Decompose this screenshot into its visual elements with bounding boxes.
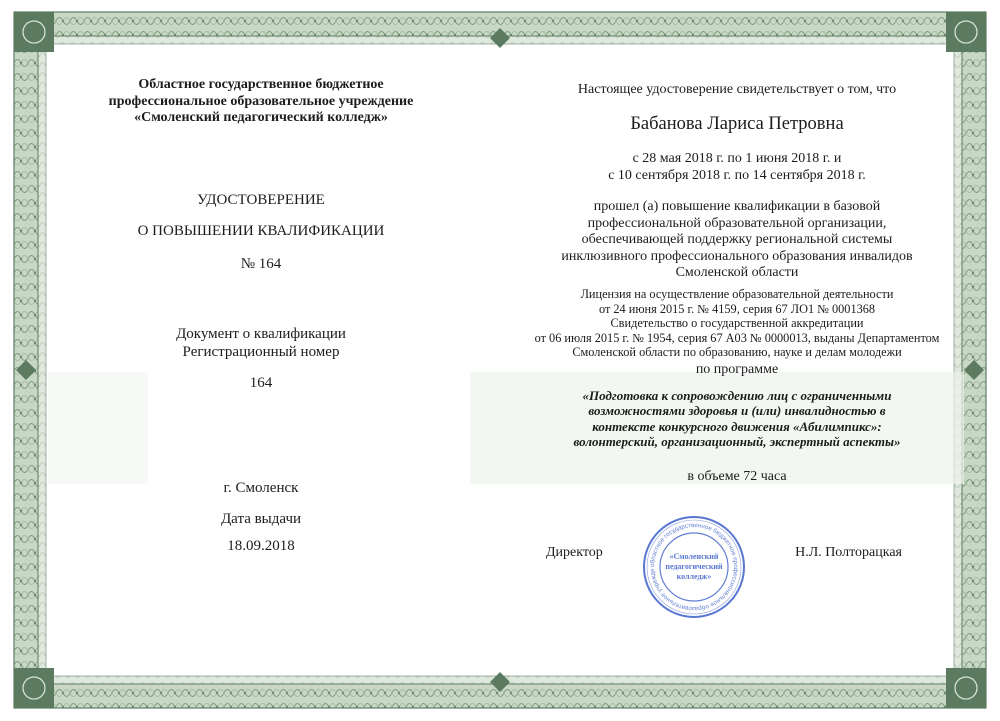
license-line-4: от 06 июля 2015 г. № 1954, серия 67 А03 № 0000013, выданы Департаментом [534, 330, 940, 345]
training-dates [500, 151, 974, 184]
org-line-3: «Смоленский педагогический колледж» [134, 110, 388, 126]
org-name [22, 77, 500, 127]
passed-line-4: инклюзивного профессионального образования инвалидов [561, 248, 913, 264]
registration-number: 164 [249, 375, 273, 391]
dates-line-1: с 28 мая 2018 г. по 1 июня 2018 г. и [632, 151, 842, 166]
license-line-3: Свидетельство о государственной аккредитации [610, 316, 864, 330]
program-title [500, 388, 974, 449]
program-line-4: волонтерский, организационный, экспертный аспекты» [573, 433, 901, 449]
org-line-1: Областное государственное бюджетное [138, 77, 384, 92]
passed-line-5: Смоленской области [675, 265, 799, 281]
intro-text: Настоящее удостоверение свидетельствует о том, что [577, 82, 897, 97]
recipient-name: Бабанова Лариса Петровна [630, 114, 844, 134]
city: г. Смоленск [223, 480, 299, 496]
official-stamp [642, 515, 746, 619]
issue-date: 18.09.2018 [227, 538, 295, 554]
passed-line-1: прошел (а) повышение квалификации в базовой [593, 199, 881, 214]
license-line-1: Лицензия на осуществление образовательной деятельности [580, 287, 894, 301]
registration-label: Регистрационный номер [182, 344, 340, 360]
license-line-2: от 24 июня 2015 г. № 4159, серия 67 ЛО1 № 0001368 [598, 301, 876, 316]
doc-subtitle: О ПОВЫШЕНИИ КВАЛИФИКАЦИИ [137, 223, 385, 239]
stamp-center-line-3: колледж» [676, 572, 712, 581]
org-line-2: профессиональное образовательное учреждение [108, 93, 414, 109]
doc-title: УДОСТОВЕРЕНИЕ [197, 192, 325, 208]
dates-line-2: с 10 сентября 2018 г. по 14 сентября 2018 г. [608, 167, 866, 183]
license-info [500, 287, 974, 360]
stamp-center-line-2: педагогический [665, 562, 723, 571]
program-line-1: «Подготовка к сопровождению лиц с ограниченными [582, 388, 892, 403]
director-label: Директор [546, 545, 603, 560]
doc-number: № 164 [240, 256, 282, 272]
completion-text [500, 199, 974, 282]
program-label: по программе [695, 362, 779, 377]
issue-date-label: Дата выдачи [220, 511, 302, 527]
stamp-ring-text: областное государственное бюджетное профессиональное образовательное учрежде [648, 521, 740, 613]
license-line-5: Смоленской области по образованию, науке и делам молодежи [572, 345, 902, 359]
qualification-doc-label: Документ о квалификации [176, 326, 346, 342]
program-line-3: контексте конкурсного движения «Абилимпикс»: [592, 418, 882, 434]
passed-line-3: обеспечивающей поддержку региональной системы [581, 232, 893, 248]
passed-line-2: профессиональной образовательной организации, [587, 215, 887, 231]
left-page [22, 30, 500, 690]
course-hours: в объеме 72 часа [687, 469, 787, 484]
stamp-center-line-1: «Смоленский [669, 552, 719, 561]
director-name: Н.Л. Полторацкая [795, 545, 902, 560]
program-line-2: возможностями здоровья и (или) инвалидностью в [588, 403, 886, 419]
